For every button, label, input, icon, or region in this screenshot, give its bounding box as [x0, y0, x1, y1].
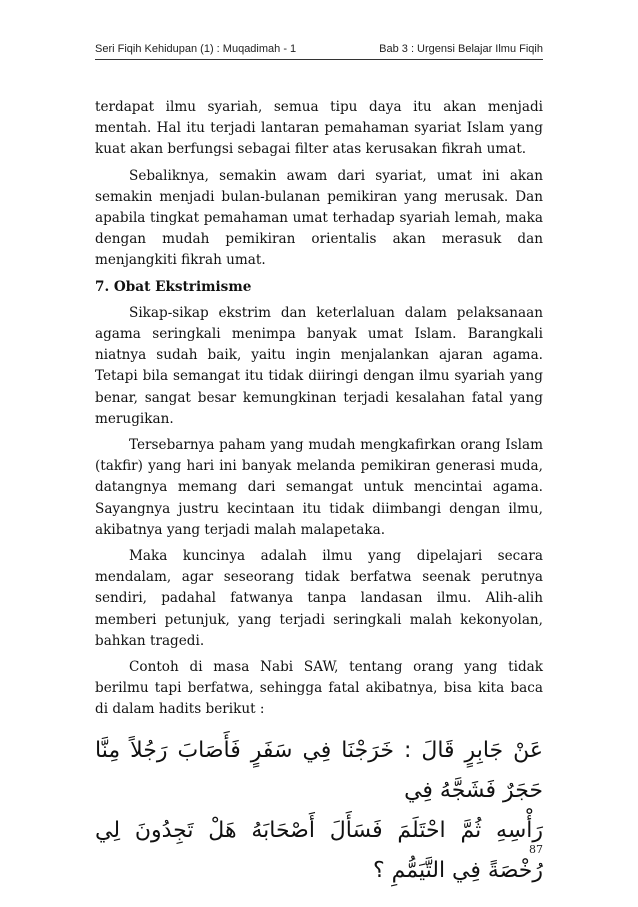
page-header [95, 43, 543, 60]
hadith-line-2: رَأْسِهِ ثُمَّ احْتَلَمَ فَسَأَلَ أَصْحَابَهُ هَلْ تَجِدُونَ لِي رُخْصَةً فِي التَّيَمُّمِ ؟ [95, 817, 543, 883]
paragraph: Tersebarnya paham yang mudah mengkafirkan orang Islam (takfir) yang hari ini banyak melanda pemikiran generasi muda, datangnya memang dari semangat untuk mencintai agama. Sayangnya justru kecintaan itu tidak diimbangi dengan ilmu, akibatnya yang terjadi malah malapetaka. [95, 437, 543, 538]
hadith-line-1: عَنْ جَابِرٍ قَالَ : خَرَجْنَا فِي سَفَرٍ فَأَصَابَ رَجُلاً مِنَّا حَجَرٌ فَشَجَّهُ فِي [95, 737, 543, 803]
page-body [95, 97, 543, 891]
hadith-arabic-text [95, 731, 543, 891]
paragraph: Sebaliknya, semakin awam dari syariat, umat ini akan semakin menjadi bulan-bulanan pemikiran yang merusak. Dan apabila tingkat pemahaman umat terhadap syariah lemah, maka dengan mudah pemikiran orientalis akan merasuk dan menjangkiti fikrah umat. [95, 167, 543, 269]
paragraph-continuation: terdapat ilmu syariah, semua tipu daya itu akan menjadi mentah. Hal itu terjadi lantaran pemahaman syariat Islam yang kuat akan berfungsi sebagai filter atas kerusakan fikrah umat. [95, 99, 543, 158]
header-chapter-title: Bab 3 : Urgensi Belajar Ilmu Fiqih [379, 43, 543, 55]
page-number: 87 [529, 843, 543, 856]
paragraph: Maka kuncinya adalah ilmu yang dipelajari secara mendalam, agar seseorang tidak berfatwa seenak perutnya sendiri, padahal fatwanya tanpa landasan ilmu. Alih-alih memberi petunjuk, yang terjadi seringkali malah kekonyolan, bahkan tragedi. [95, 548, 543, 649]
paragraph: Sikap-sikap ekstrim dan keterlaluan dalam pelaksanaan agama seringkali menimpa banyak umat Islam. Barangkali niatnya sudah baik, yaitu ingin menjalankan ajaran agama. Tetapi bila semangat itu tidak diiringi dengan ilmu syariah yang benar, sangat besar kemungkinan terjadi kesalahan fatal yang merugikan. [95, 304, 543, 427]
header-book-title: Seri Fiqih Kehidupan (1) : Muqadimah - 1 [95, 43, 297, 55]
section-heading: 7. Obat Ekstrimisme [95, 278, 252, 295]
paragraph: Contoh di masa Nabi SAW, tentang orang yang tidak berilmu tapi berfatwa, sehingga fatal akibatnya, bisa kita baca di dalam hadits berikut : [95, 659, 543, 718]
